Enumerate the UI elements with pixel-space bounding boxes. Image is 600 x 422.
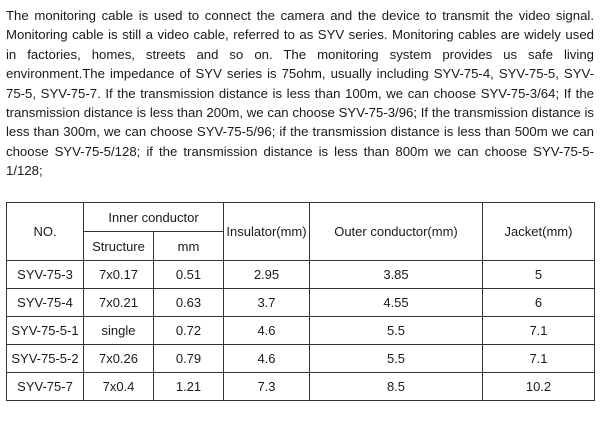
header-jacket: Jacket(mm): [483, 203, 595, 261]
cell-structure: 7x0.21: [84, 289, 154, 317]
header-mm: mm: [154, 232, 224, 261]
cell-outer-conductor: 3.85: [310, 261, 483, 289]
cell-mm: 1.21: [154, 373, 224, 401]
cell-jacket: 7.1: [483, 317, 595, 345]
header-structure: Structure: [84, 232, 154, 261]
cell-structure: 7x0.26: [84, 345, 154, 373]
header-outer-conductor: Outer conductor(mm): [310, 203, 483, 261]
cell-jacket: 10.2: [483, 373, 595, 401]
table-header-row: [7, 203, 595, 232]
table-row: [7, 289, 595, 317]
cell-structure: 7x0.4: [84, 373, 154, 401]
cell-jacket: 6: [483, 289, 595, 317]
cell-model: SYV-75-3: [7, 261, 84, 289]
cell-insulator: 4.6: [224, 345, 310, 373]
cell-model: SYV-75-7: [7, 373, 84, 401]
cell-mm: 0.63: [154, 289, 224, 317]
cell-outer-conductor: 5.5: [310, 317, 483, 345]
cell-outer-conductor: 5.5: [310, 345, 483, 373]
cell-jacket: 5: [483, 261, 595, 289]
header-inner-conductor: Inner conductor: [84, 203, 224, 232]
table-row: [7, 373, 595, 401]
table-row: [7, 345, 595, 373]
cell-insulator: 3.7: [224, 289, 310, 317]
cell-mm: 0.72: [154, 317, 224, 345]
cell-mm: 0.51: [154, 261, 224, 289]
cell-structure: single: [84, 317, 154, 345]
table-row: [7, 261, 595, 289]
cell-model: SYV-75-4: [7, 289, 84, 317]
cell-outer-conductor: 8.5: [310, 373, 483, 401]
table-row: [7, 317, 595, 345]
cell-mm: 0.79: [154, 345, 224, 373]
cable-spec-table: [6, 202, 595, 401]
cell-insulator: 4.6: [224, 317, 310, 345]
cell-jacket: 7.1: [483, 345, 595, 373]
header-insulator: Insulator(mm): [224, 203, 310, 261]
intro-paragraph: The monitoring cable is used to connect the camera and the device to transmit the video signal. Monitoring cable is still a video cable, referred to as SYV series. Monitoring cables are widely used in factories, homes, streets and so on. The monitoring system provides us safe living environment.The impedance of SYV series is 75ohm, usually including SYV-75-4, SYV-75-5, SYV-75-5, SYV-75-7. If the transmission distance is less than 100m, we can choose SYV-75-3/64; If the transmission distance is less than 200m, we can choose SYV-75-3/96; If the transmission distance is less than 300m, we can choose SYV-75-5/96; if the transmission distance is less than 500m we can choose SYV-75-5/128; if the transmission distance is less than 800m we can choose SYV-75-5-1/128;: [6, 8, 594, 179]
cell-outer-conductor: 4.55: [310, 289, 483, 317]
cell-insulator: 2.95: [224, 261, 310, 289]
cell-model: SYV-75-5-1: [7, 317, 84, 345]
cell-model: SYV-75-5-2: [7, 345, 84, 373]
cell-insulator: 7.3: [224, 373, 310, 401]
header-no: NO.: [7, 203, 84, 261]
cell-structure: 7x0.17: [84, 261, 154, 289]
